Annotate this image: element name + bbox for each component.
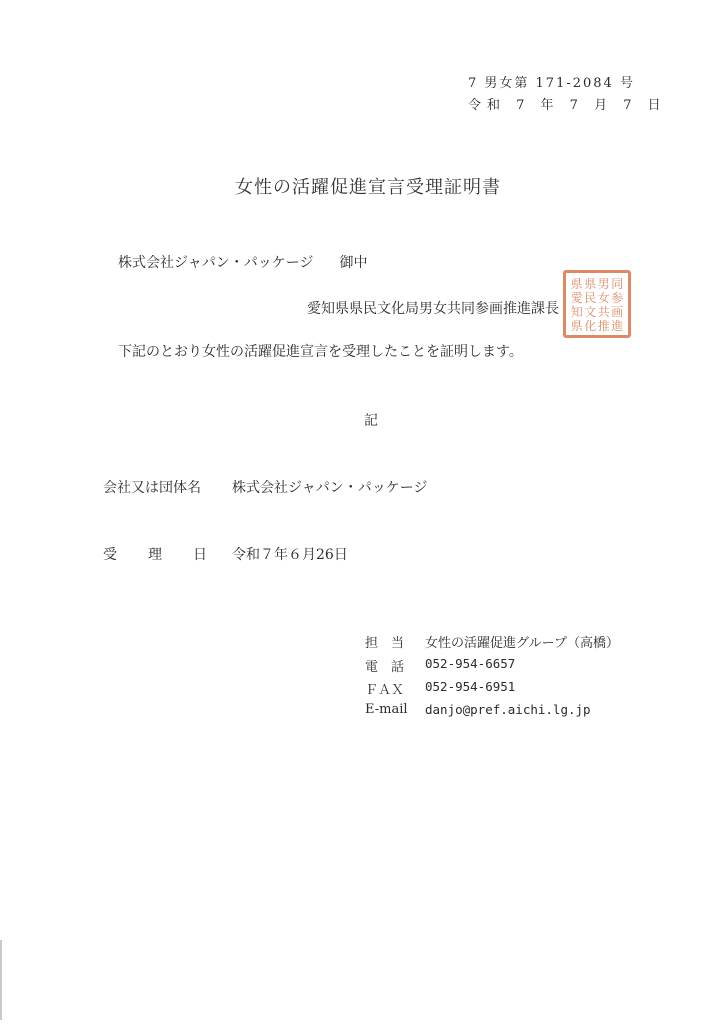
seal-characters [570, 277, 624, 331]
seal-char: 参 [611, 291, 624, 305]
company-name-label: 会社又は団体名 [103, 480, 201, 496]
seal-char: 愛 [570, 291, 583, 305]
recipient [118, 252, 367, 272]
scan-edge-mark [0, 940, 2, 1020]
email-label: E-mail [365, 702, 408, 717]
phone-label: 電 話 [365, 660, 405, 675]
seal-char: 画 [611, 305, 624, 319]
seal-char: 知 [570, 305, 583, 319]
ki-heading: 記 [364, 413, 378, 429]
seal-char: 推 [597, 319, 610, 333]
reference-number: 7 男女第 171-2084 号 [468, 76, 635, 91]
seal-char: 共 [597, 305, 610, 319]
fax-label: ＦＡＸ [365, 683, 405, 698]
fax-value: 052-954-6951 [425, 679, 516, 694]
receipt-date-label [103, 544, 207, 564]
seal-char: 県 [570, 277, 583, 291]
seal-char: 進 [611, 319, 624, 333]
seal-char: 県 [570, 319, 583, 333]
official-seal [563, 270, 631, 338]
seal-char: 男 [597, 277, 610, 291]
document-title: 女性の活躍促進宣言受理証明書 [235, 177, 501, 198]
seal-char: 県 [584, 277, 597, 291]
contact-person-label: 担 当 [365, 636, 405, 651]
phone-value: 052-954-6657 [425, 656, 516, 671]
seal-char: 文 [584, 305, 597, 319]
seal-char: 同 [611, 277, 624, 291]
company-name-value: 株式会社ジャパン・パッケージ [232, 480, 428, 496]
certification-statement: 下記のとおり女性の活躍促進宣言を受理したことを証明します。 [118, 344, 523, 360]
recipient-honorific: 御中 [339, 255, 368, 271]
receipt-label-char: 理 [148, 547, 162, 563]
issue-date: 令和 7 年 7 月 7 日 [468, 98, 667, 113]
seal-char: 民 [584, 291, 597, 305]
seal-char: 女 [597, 291, 610, 305]
receipt-date-value: 令和７年６月26日 [232, 547, 348, 563]
receipt-label-char: 日 [193, 547, 207, 563]
email-value: danjo@pref.aichi.lg.jp [425, 702, 591, 717]
issuer-title: 愛知県県民文化局男女共同参画推進課長 [307, 301, 559, 317]
contact-person-value: 女性の活躍促進グループ（高橋） [425, 636, 619, 651]
recipient-name: 株式会社ジャパン・パッケージ [118, 255, 314, 271]
seal-char: 化 [584, 319, 597, 333]
receipt-label-char: 受 [103, 547, 117, 563]
